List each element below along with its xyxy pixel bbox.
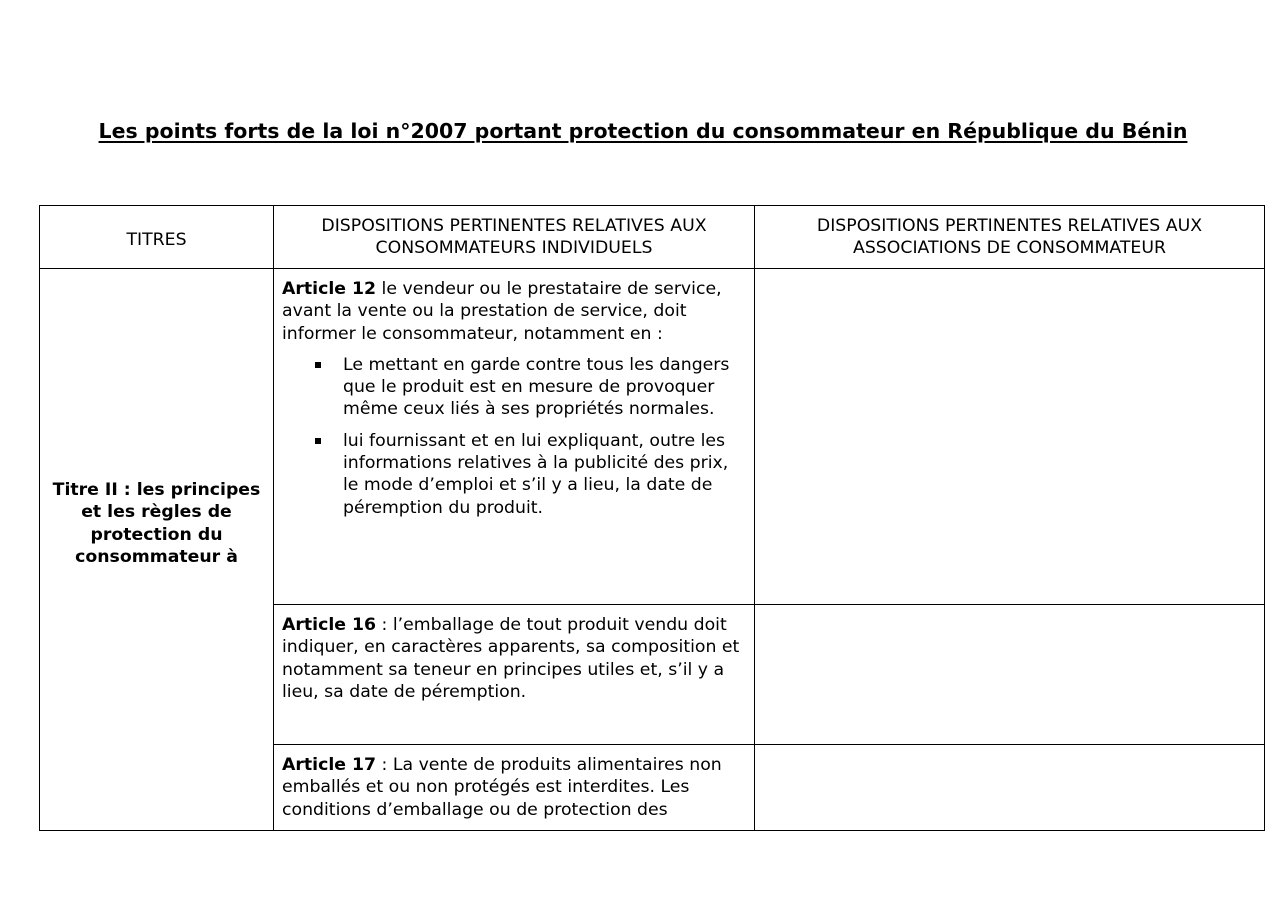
bullet-text: lui fournissant et en lui expliquant, outre les informations relatives à la publicité des prix, le mode d’emploi et s’il y a lieu, la date de péremption du produit. [343, 430, 729, 518]
article-12-text: le vendeur ou le prestataire de service, avant la vente ou la prestation de service, doit informer le consommateur, notamment en : [282, 279, 722, 344]
provisions-table [39, 205, 1265, 831]
document-title: Les points forts de la loi n°2007 portant protection du consommateur en République du Bénin [98, 119, 1188, 143]
list-item [343, 430, 746, 519]
article-16-paragraph [282, 614, 746, 703]
header-individuels-label: DISPOSITIONS PERTINENTES RELATIVES AUX CONSOMMATEURS INDIVIDUELS [321, 216, 707, 259]
article-12-associations-cell [755, 269, 1265, 605]
article-16-cell [274, 605, 755, 745]
article-12-cell [274, 269, 755, 605]
titre-label: Titre II : les principes et les règles de protection du consommateur à [52, 479, 261, 567]
article-16-label: Article 16 [282, 615, 377, 635]
square-bullet-icon [315, 362, 321, 368]
bullet-text: Le mettant en garde contre tous les dangers que le produit est en mesure de provoquer même ceux liés à ses propriétés normales. [343, 354, 730, 420]
header-titres-label: TITRES [126, 229, 187, 250]
titre-cell [40, 269, 274, 831]
article-17-paragraph [282, 754, 746, 821]
article-17-associations-cell [755, 745, 1265, 831]
article-16-associations-cell [755, 605, 1265, 745]
table-header-row [40, 206, 1265, 269]
article-16-text: : l’emballage de tout produit vendu doit indiquer, en caractères apparents, sa composition et notamment sa teneur en principes utiles et, s’il y a lieu, sa date de péremption. [282, 615, 740, 702]
article-12-bullets [282, 354, 746, 519]
article-17-text: : La vente de produits alimentaires non emballés et ou non protégés est interdites. Les conditions d’emballage ou de protection des [282, 755, 722, 820]
header-titres [40, 206, 274, 269]
article-12-label: Article 12 [282, 279, 377, 299]
header-associations [755, 206, 1265, 269]
article-17-label: Article 17 [282, 755, 377, 775]
list-item [343, 354, 746, 421]
article-17-cell [274, 745, 755, 831]
square-bullet-icon [315, 438, 321, 444]
header-associations-label: DISPOSITIONS PERTINENTES RELATIVES AUX ASSOCIATIONS DE CONSOMMATEUR [816, 216, 1203, 259]
header-individuels [274, 206, 755, 269]
table-row [40, 269, 1265, 605]
article-12-paragraph [282, 278, 746, 345]
